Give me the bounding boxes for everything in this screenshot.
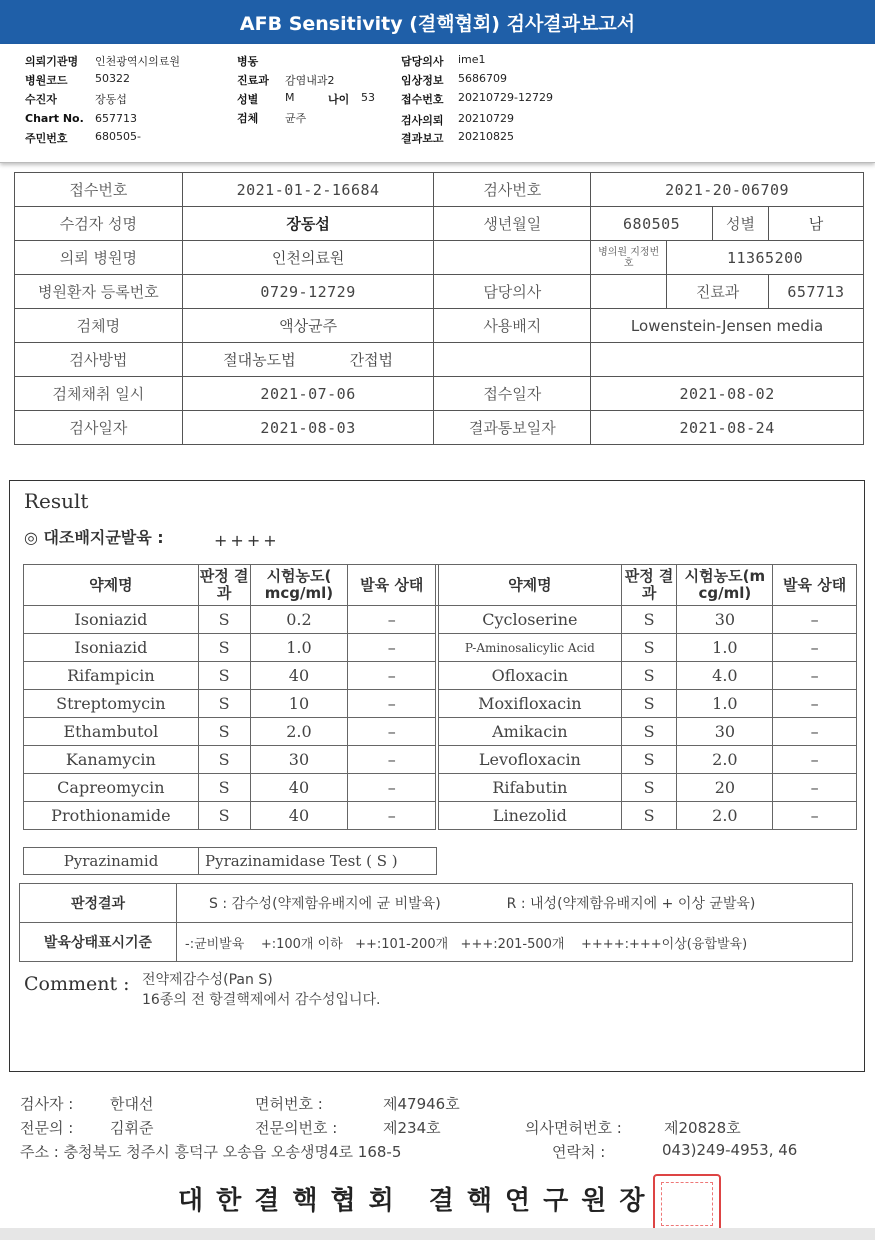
col-header-drug: 약제명 xyxy=(24,565,199,606)
col-header-judge: 판정 결과 xyxy=(621,565,677,606)
test-concentration: 2.0 xyxy=(677,802,773,830)
ribbon-value: 20210729 xyxy=(458,112,514,125)
legend-judge-text xyxy=(177,884,853,923)
info-label: 의뢰 병원명 xyxy=(15,241,183,275)
institution-name: 대한결핵협회 결핵연구원장 xyxy=(178,1186,658,1216)
judge-result: S xyxy=(198,802,250,830)
test-concentration: 40 xyxy=(250,662,348,690)
growth-status: – xyxy=(348,606,436,634)
drug-name: Amikacin xyxy=(439,718,622,746)
drug-name: Ethambutol xyxy=(24,718,199,746)
method-2: 간접법 xyxy=(349,351,394,369)
info-label: 검체명 xyxy=(15,309,183,343)
judge-result: S xyxy=(198,606,250,634)
test-concentration: 2.0 xyxy=(250,718,348,746)
medium: Lowenstein-Jensen media xyxy=(591,309,864,343)
judge-result: S xyxy=(198,634,250,662)
growth-status: – xyxy=(773,606,857,634)
doctor-license-no: 제20828호 xyxy=(664,1119,741,1137)
ribbon-value: 50322 xyxy=(95,72,130,85)
patient-name: 장동섭 xyxy=(182,207,434,241)
test-concentration: 4.0 xyxy=(677,662,773,690)
drug-name: Cycloserine xyxy=(439,606,622,634)
table-row xyxy=(24,662,857,690)
dept: 657713 xyxy=(769,275,864,309)
ribbon-value: 53 xyxy=(361,91,375,104)
test-concentration: 1.0 xyxy=(250,634,348,662)
info-label: 검사일자 xyxy=(15,411,183,445)
col-header-growth: 발육 상태 xyxy=(348,565,436,606)
ribbon-label: 접수번호 xyxy=(401,93,444,106)
official-seal-stamp xyxy=(653,1174,721,1234)
ribbon-label: Chart No. xyxy=(25,112,84,125)
address: 주소 : 충청북도 청주시 흥덕구 오송읍 오송생명4로 168-5 xyxy=(20,1143,402,1161)
drug-name: Linezolid xyxy=(439,802,622,830)
info-label: 검사방법 xyxy=(15,343,183,377)
hospital-code: 11365200 xyxy=(667,241,864,275)
specialist-label: 전문의 : xyxy=(20,1119,74,1137)
comment-line-2: 16종의 전 항결핵제에서 감수성입니다. xyxy=(142,992,381,1008)
growth-status: – xyxy=(773,718,857,746)
specialist-name: 김휘준 xyxy=(110,1119,154,1137)
examiner-label: 검사자 : xyxy=(20,1095,74,1113)
ribbon-value: 680505- xyxy=(95,130,141,143)
test-concentration: 0.2 xyxy=(250,606,348,634)
test-concentration: 10 xyxy=(250,690,348,718)
info-label: 병원환자 등록번호 xyxy=(15,275,183,309)
table-row xyxy=(24,634,857,662)
info-label: 병의원 지정번호 xyxy=(591,241,667,275)
ribbon-value: 균주 xyxy=(285,112,307,125)
drug-name: Capreomycin xyxy=(24,774,199,802)
license-no: 제47946호 xyxy=(383,1095,460,1113)
info-label: 접수번호 xyxy=(15,173,183,207)
growth-status: – xyxy=(348,634,436,662)
ribbon-label: 검체 xyxy=(237,112,259,125)
info-label: 담당의사 xyxy=(434,275,591,309)
judge-result: S xyxy=(621,634,677,662)
test-concentration: 1.0 xyxy=(677,690,773,718)
drug-name: Prothionamide xyxy=(24,802,199,830)
test-date: 2021-08-03 xyxy=(182,411,434,445)
reception-no: 2021-01-2-16684 xyxy=(182,173,434,207)
empty-cell xyxy=(434,343,591,377)
colony-label: ◎ 대조배지균발육 : xyxy=(24,528,164,547)
contact-label: 연락처 : xyxy=(552,1143,606,1161)
drug-name: Moxifloxacin xyxy=(439,690,622,718)
legend-growth-title: 발육상태표시기준 xyxy=(20,923,177,962)
pyrazinamid-label: Pyrazinamid xyxy=(24,848,199,875)
info-label: 결과통보일자 xyxy=(434,411,591,445)
table-row xyxy=(24,690,857,718)
info-label: 사용배지 xyxy=(434,309,591,343)
doctor-license-label: 의사면허번호 : xyxy=(525,1119,622,1137)
growth-status: – xyxy=(348,802,436,830)
ribbon-value: 인천광역시의료원 xyxy=(95,55,181,68)
growth-status: – xyxy=(348,662,436,690)
susceptibility-table xyxy=(23,564,857,830)
ribbon-label: 임상정보 xyxy=(401,74,444,87)
legend-table xyxy=(19,883,853,962)
ribbon-value: 20210825 xyxy=(458,130,514,143)
info-label: 성별 xyxy=(713,207,769,241)
test-concentration: 2.0 xyxy=(677,746,773,774)
drug-name: P-Aminosalicylic Acid xyxy=(439,634,622,662)
ribbon-label: 수진자 xyxy=(25,93,57,106)
specimen: 액상균주 xyxy=(182,309,434,343)
result-heading: Result xyxy=(24,489,89,513)
drug-name: Isoniazid xyxy=(24,634,199,662)
ribbon-label: 병원코드 xyxy=(25,74,68,87)
info-label: 검사번호 xyxy=(434,173,591,207)
judge-result: S xyxy=(198,718,250,746)
test-concentration: 40 xyxy=(250,802,348,830)
info-label: 수검자 성명 xyxy=(15,207,183,241)
ribbon-label: 병동 xyxy=(237,55,259,68)
col-header-conc: 시험농도(m cg/ml) xyxy=(677,565,773,606)
ribbon-label: 진료과 xyxy=(237,74,269,87)
colony-value: ++++ xyxy=(214,531,280,550)
hospital-name: 인천의료원 xyxy=(182,241,434,275)
ribbon-value: 감염내과2 xyxy=(285,74,335,87)
test-concentration: 30 xyxy=(677,718,773,746)
col-header-drug: 약제명 xyxy=(439,565,622,606)
dob: 680505 xyxy=(591,207,713,241)
judge-result: S xyxy=(198,690,250,718)
license-label: 면허번호 : xyxy=(255,1095,323,1113)
collect-date: 2021-07-06 xyxy=(182,377,434,411)
info-label: 검체채취 일시 xyxy=(15,377,183,411)
notify-date: 2021-08-24 xyxy=(591,411,864,445)
table-row xyxy=(24,746,857,774)
growth-status: – xyxy=(348,746,436,774)
exam-no: 2021-20-06709 xyxy=(591,173,864,207)
drug-name: Streptomycin xyxy=(24,690,199,718)
ribbon-label: 결과보고 xyxy=(401,132,444,145)
legend-r: R : 내성(약제함유배지에 + 이상 균발육) xyxy=(506,896,756,912)
judge-result: S xyxy=(198,662,250,690)
drug-name: Levofloxacin xyxy=(439,746,622,774)
comment-line-1: 전약제감수성(Pan S) xyxy=(142,972,273,988)
growth-status: – xyxy=(773,662,857,690)
ribbon-value: M xyxy=(285,91,295,104)
ribbon-label: 담당의사 xyxy=(401,55,444,68)
ribbon-value: 5686709 xyxy=(458,72,507,85)
table-row xyxy=(24,718,857,746)
ribbon-value: ime1 xyxy=(458,53,486,66)
result-section xyxy=(9,480,865,1072)
info-label: 진료과 xyxy=(667,275,769,309)
judge-result: S xyxy=(621,662,677,690)
ribbon-value: 장동섭 xyxy=(95,93,127,106)
examiner-name: 한대선 xyxy=(110,1095,154,1113)
sex: 남 xyxy=(769,207,864,241)
receipt-date: 2021-08-02 xyxy=(591,377,864,411)
growth-status: – xyxy=(348,718,436,746)
judge-result: S xyxy=(621,606,677,634)
growth-status: – xyxy=(773,802,857,830)
drug-name: Ofloxacin xyxy=(439,662,622,690)
ribbon-value: 20210729-12729 xyxy=(458,91,553,104)
ribbon-label: 의뢰기관명 xyxy=(25,55,79,68)
legend-judge-title: 판정결과 xyxy=(20,884,177,923)
ribbon-label: 성별 xyxy=(237,93,259,106)
method-1: 절대농도법 xyxy=(223,351,296,369)
judge-result: S xyxy=(621,774,677,802)
pyrazinamidase-result: Pyrazinamidase Test ( S ) xyxy=(199,848,437,875)
test-concentration: 1.0 xyxy=(677,634,773,662)
growth-status: – xyxy=(348,774,436,802)
ribbon-label: 나이 xyxy=(328,93,350,106)
test-concentration: 30 xyxy=(250,746,348,774)
patient-info-table xyxy=(14,172,864,445)
method xyxy=(182,343,434,377)
judge-result: S xyxy=(621,746,677,774)
info-label: 접수일자 xyxy=(434,377,591,411)
drug-name: Rifabutin xyxy=(439,774,622,802)
judge-result: S xyxy=(621,690,677,718)
drug-name: Kanamycin xyxy=(24,746,199,774)
test-concentration: 40 xyxy=(250,774,348,802)
ribbon-value: 657713 xyxy=(95,112,137,125)
legend-s: S : 감수성(약제함유배지에 균 비발육) xyxy=(209,896,441,912)
ribbon-label: 검사의뢰 xyxy=(401,114,444,127)
judge-result: S xyxy=(621,802,677,830)
col-header-judge: 판정 결과 xyxy=(198,565,250,606)
col-header-growth: 발육 상태 xyxy=(773,565,857,606)
specialist-no: 제234호 xyxy=(383,1119,441,1137)
drug-name: Isoniazid xyxy=(24,606,199,634)
scan-edge xyxy=(0,1228,875,1240)
order-info-ribbon xyxy=(0,44,875,163)
ribbon-label: 주민번호 xyxy=(25,132,68,145)
pyrazinamide-table xyxy=(23,847,437,875)
growth-status: – xyxy=(773,746,857,774)
col-header-conc: 시험농도( mcg/ml) xyxy=(250,565,348,606)
table-row xyxy=(24,802,857,830)
judge-result: S xyxy=(621,718,677,746)
report-title: AFB Sensitivity (결핵협회) 검사결과보고서 xyxy=(0,0,875,44)
contact-value: 043)249-4953, 46 xyxy=(662,1141,798,1159)
empty-cell xyxy=(434,241,591,275)
growth-status: – xyxy=(773,774,857,802)
info-label: 생년월일 xyxy=(434,207,591,241)
legend-growth-text: -:균비발육 +:100개 이하 ++:101-200개 +++:201-500개 ++++:+++이상(융합발육) xyxy=(177,923,853,962)
growth-status: – xyxy=(348,690,436,718)
test-concentration: 20 xyxy=(677,774,773,802)
table-row xyxy=(24,774,857,802)
test-concentration: 30 xyxy=(677,606,773,634)
reg-no: 0729-12729 xyxy=(182,275,434,309)
doctor xyxy=(591,275,667,309)
drug-name: Rifampicin xyxy=(24,662,199,690)
comment-label: Comment : xyxy=(24,973,130,995)
specialist-no-label: 전문의번호 : xyxy=(255,1119,338,1137)
growth-status: – xyxy=(773,690,857,718)
judge-result: S xyxy=(198,746,250,774)
empty-cell xyxy=(591,343,864,377)
growth-status: – xyxy=(773,634,857,662)
table-row xyxy=(24,606,857,634)
judge-result: S xyxy=(198,774,250,802)
